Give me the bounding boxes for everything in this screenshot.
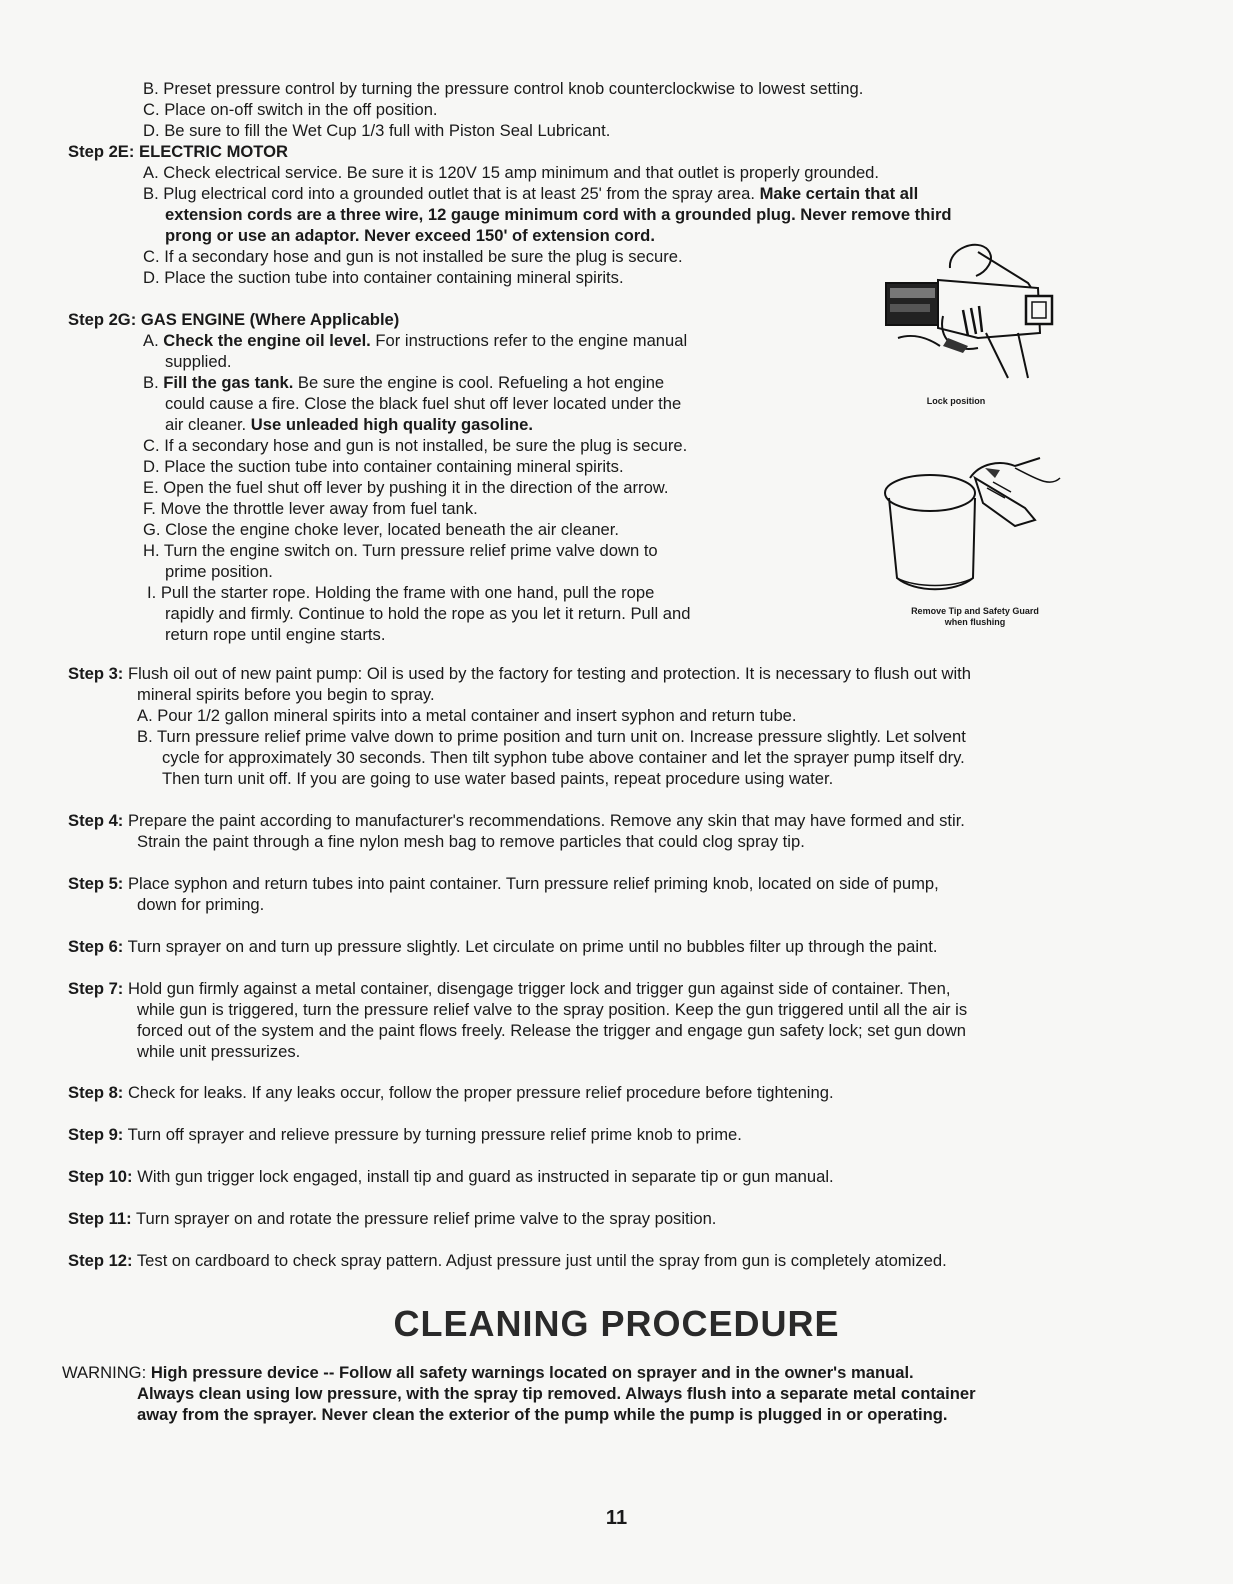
step-2g-b-cont1: could cause a fire. Close the black fuel shut off lever located under the [165, 394, 682, 413]
step-12 [68, 1250, 947, 1271]
step-7-text: Hold gun firmly against a metal container, disengage trigger lock and trigger gun against side of container. Then, [127, 979, 951, 998]
prev-step-d: D. Be sure to fill the Wet Cup 1/3 full with Piston Seal Lubricant. [143, 121, 611, 140]
step-11-label: Step 11: [68, 1209, 132, 1228]
step-2g-b-text: Be sure the engine is cool. Refueling a hot engine [293, 373, 665, 392]
warning-line2: Always clean using low pressure, with the spray tip removed. Always flush into a separate metal container [137, 1384, 976, 1403]
step-2g-f: F. Move the throttle lever away from fuel tank. [143, 499, 478, 518]
step-2g-d: D. Place the suction tube into container containing mineral spirits. [143, 457, 624, 476]
step-2g-a-cont: supplied. [165, 352, 232, 371]
step-2g-b-cont2 [165, 414, 533, 435]
step-2e-heading: Step 2E: ELECTRIC MOTOR [68, 142, 289, 161]
step-8-label: Step 8: [68, 1083, 124, 1102]
step-2e-b-text: B. Plug electrical cord into a grounded outlet that is at least 25' from the spray area. [143, 184, 760, 203]
step-5-cont: down for priming. [137, 895, 265, 914]
prev-step-c: C. Place on-off switch in the off position. [143, 100, 438, 119]
step-3-cont: mineral spirits before you begin to spray. [137, 685, 435, 704]
step-7-cont1: while gun is triggered, turn the pressure relief valve to the spray position. Keep the gun triggered until all the air is [137, 1000, 968, 1019]
cleaning-procedure-heading: CLEANING PROCEDURE [393, 1303, 840, 1344]
step-2e-b [143, 183, 918, 204]
warning-line3: away from the sprayer. Never clean the exterior of the pump while the pump is plugged in or operating. [137, 1405, 948, 1424]
step-2g-b-cont2-bold: Use unleaded high quality gasoline. [250, 415, 533, 434]
step-3-b: B. Turn pressure relief prime valve down to prime position and turn unit on. Increase pressure slightly. Let solvent [137, 727, 966, 746]
flushing-bucket-illustration [875, 448, 1065, 608]
step-6 [68, 936, 938, 957]
step-2e-d: D. Place the suction tube into container containing mineral spirits. [143, 268, 624, 287]
step-3-a: A. Pour 1/2 gallon mineral spirits into a metal container and insert syphon and return tube. [137, 706, 797, 725]
step-3-b-cont1: cycle for approximately 30 seconds. Then tilt syphon tube above container and let the sprayer pump itself dry. [162, 748, 965, 767]
step-12-label: Step 12: [68, 1251, 133, 1270]
step-10-label: Step 10: [68, 1167, 133, 1186]
step-9-text: Turn off sprayer and relieve pressure by turning pressure relief prime knob to prime. [127, 1125, 742, 1144]
step-2g-b-cont2-text: air cleaner. [165, 415, 251, 434]
step-5-label: Step 5: [68, 874, 124, 893]
spray-gun-lock-illustration [868, 238, 1068, 388]
step-3 [68, 663, 971, 684]
step-7 [68, 978, 950, 999]
step-8 [68, 1082, 834, 1103]
step-7-cont3: while unit pressurizes. [137, 1042, 301, 1061]
step-7-cont2: forced out of the system and the paint flows freely. Release the trigger and engage gun safety lock; set gun down [137, 1021, 966, 1040]
step-2g-c: C. If a secondary hose and gun is not installed, be sure the plug is secure. [143, 436, 688, 455]
step-2g-i: I. Pull the starter rope. Holding the frame with one hand, pull the rope [147, 583, 655, 602]
step-2g-a: A. Check the engine oil level. For instructions refer to the engine manual [143, 331, 688, 350]
step-4-text: Prepare the paint according to manufacturer's recommendations. Remove any skin that may have formed and stir. [127, 811, 965, 830]
step-2e-c: C. If a secondary hose and gun is not installed be sure the plug is secure. [143, 247, 683, 266]
step-2g-b-bold: Fill the gas tank. [163, 373, 294, 392]
flushing-caption-line1: Remove Tip and Safety Guard [911, 606, 1039, 616]
step-9 [68, 1124, 742, 1145]
step-2g-i-cont2: return rope until engine starts. [165, 625, 386, 644]
step-12-text: Test on cardboard to check spray pattern. Adjust pressure just until the spray from gun is completely atomized. [136, 1251, 947, 1270]
step-2g-a-text: For instructions refer to the engine manual [370, 331, 688, 350]
step-2g-a-bold: Check the engine oil level. [163, 331, 371, 350]
warning-text1: High pressure device -- Follow all safety warnings located on sprayer and in the owner's manual. [150, 1363, 914, 1382]
step-2e-a: A. Check electrical service. Be sure it is 120V 15 amp minimum and that outlet is properly grounded. [143, 163, 880, 182]
step-3-b-cont2: Then turn unit off. If you are going to use water based paints, repeat procedure using water. [162, 769, 834, 788]
flushing-caption [880, 606, 1070, 628]
lock-position-caption: Lock position [926, 396, 986, 406]
step-4 [68, 810, 965, 831]
prev-step-b: B. Preset pressure control by turning the pressure control knob counterclockwise to lowest setting. [143, 79, 864, 98]
warning-label: WARNING: [62, 1363, 147, 1382]
page-number: 11 [605, 1507, 628, 1529]
warning-line1 [62, 1362, 914, 1383]
flushing-caption-line2: when flushing [944, 617, 1006, 627]
step-2g-h: H. Turn the engine switch on. Turn pressure relief prime valve down to [143, 541, 658, 560]
step-7-label: Step 7: [68, 979, 124, 998]
step-8-text: Check for leaks. If any leaks occur, follow the proper pressure relief procedure before tightening. [127, 1083, 834, 1102]
step-11 [68, 1208, 716, 1229]
step-2g-b: B. Fill the gas tank. Be sure the engine is cool. Refueling a hot engine [143, 373, 665, 392]
step-2g-e: E. Open the fuel shut off lever by pushing it in the direction of the arrow. [143, 478, 669, 497]
step-2g-h-cont: prime position. [165, 562, 273, 581]
step-5 [68, 873, 939, 894]
step-10-text: With gun trigger lock engaged, install tip and guard as instructed in separate tip or gun manual. [137, 1167, 834, 1186]
step-2g-g: G. Close the engine choke lever, located beneath the air cleaner. [143, 520, 620, 539]
step-9-label: Step 9: [68, 1125, 124, 1144]
step-3-label: Step 3: [68, 664, 124, 683]
step-11-text: Turn sprayer on and rotate the pressure relief prime valve to the spray position. [135, 1209, 717, 1228]
step-2g-i-cont1: rapidly and firmly. Continue to hold the rope as you let it return. Pull and [165, 604, 691, 623]
step-2e-b-bold-line3: prong or use an adaptor. Never exceed 150' of extension cord. [165, 226, 655, 245]
step-6-text: Turn sprayer on and turn up pressure slightly. Let circulate on prime until no bubbles filter up through the paint. [127, 937, 938, 956]
step-2e-b-bold: Make certain that all [759, 184, 919, 203]
step-6-label: Step 6: [68, 937, 124, 956]
step-5-text: Place syphon and return tubes into paint container. Turn pressure relief priming knob, located on side of pump, [127, 874, 939, 893]
step-4-label: Step 4: [68, 811, 124, 830]
step-4-cont: Strain the paint through a fine nylon mesh bag to remove particles that could clog spray tip. [137, 832, 805, 851]
step-10 [68, 1166, 834, 1187]
step-3-text: Flush oil out of new paint pump: Oil is used by the factory for testing and protection. It is necessary to flush out with [127, 664, 971, 683]
step-2g-heading: Step 2G: GAS ENGINE (Where Applicable) [68, 310, 400, 329]
step-2e-b-bold-line2: extension cords are a three wire, 12 gauge minimum cord with a grounded plug. Never remove third [165, 205, 952, 224]
